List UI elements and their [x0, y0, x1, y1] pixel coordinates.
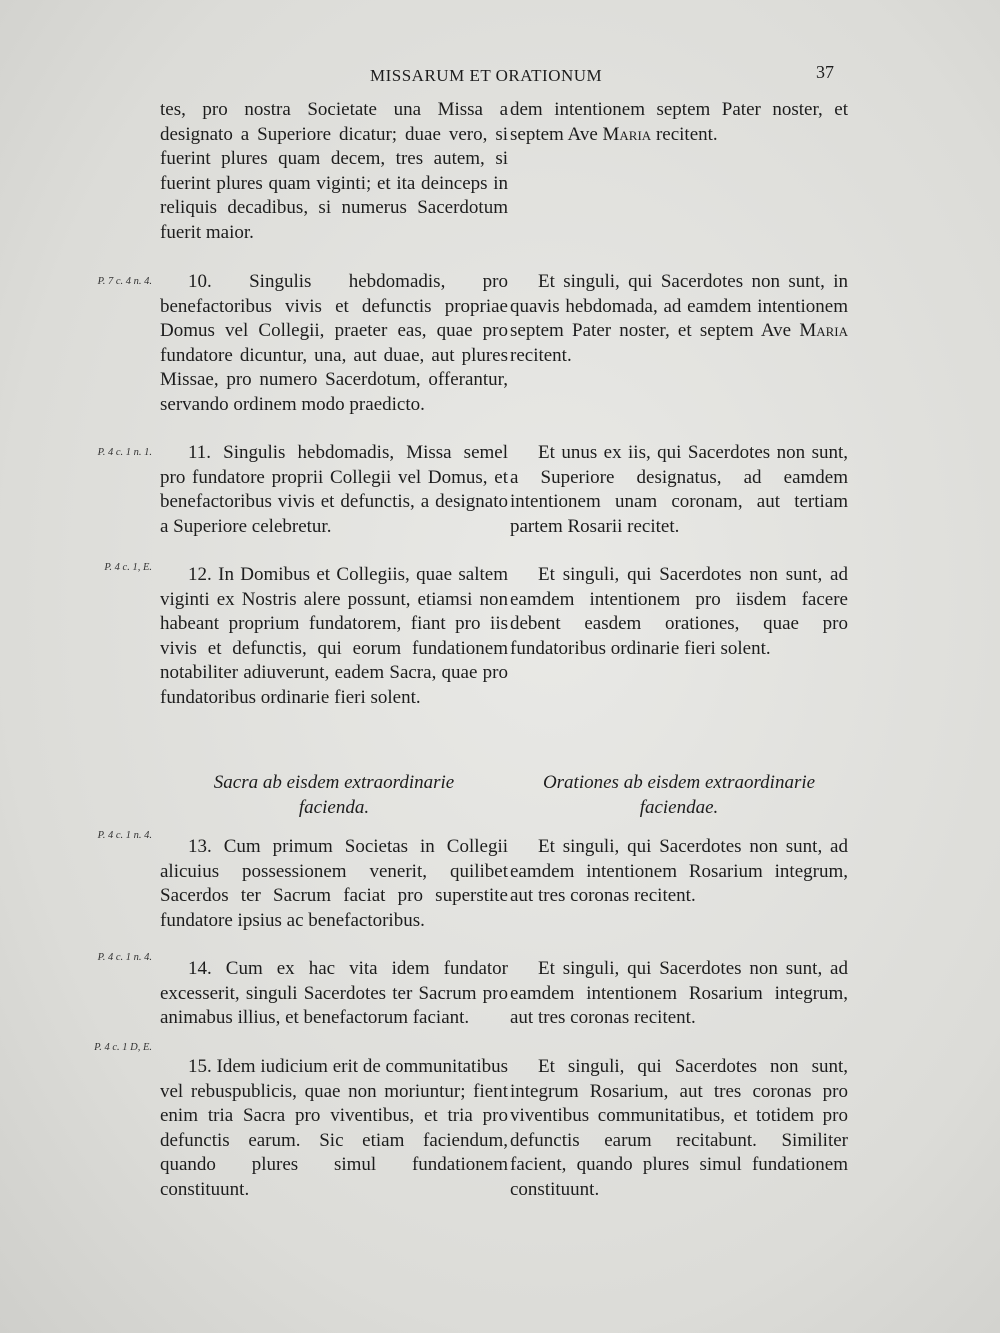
paragraph-10: 10. Singulis hebdomadis, pro benefactoribus vivis et defunctis propriae Domus vel Collegii, praeter eas, quae pro fundatore dicuntur, una, aut duae, aut plures Missae, pro numero Sacerdotum, offerantur, servando ordinem modo praedicto.: [160, 271, 508, 415]
paragraph-13: 13. Cum primum Societas in Collegii alicuius possessionem venerit, quilibet Sacerdos ter Sacrum faciat pro superstite fundatore ipsius ac benefactoribus.: [160, 836, 508, 931]
section-heading: Sacra ab eisdem extraordinarie facienda.: [213, 772, 455, 818]
margin-note: P. 4 c. 1 n. 1.: [97, 447, 152, 458]
right-column: [510, 98, 848, 1202]
prayer-12: Et singuli, qui Sacerdotes non sunt, ad eamdem intentionem pro iisdem facere debent easdem orationes, quae pro fundatoribus ordinarie fieri solent.: [510, 564, 848, 659]
prayer-13: Et singuli, qui Sacerdotes non sunt, ad eamdem intentionem Rosarium integrum, aut tres coronas recitent.: [510, 836, 848, 906]
left-column: [160, 98, 508, 1202]
paragraph-14: 14. Cum ex hac vita idem fundator excesserit, singuli Sacerdotes ter Sacrum pro animabus illius, et benefactorum faciant.: [160, 958, 508, 1028]
prayer-11: Et unus ex iis, qui Sacerdotes non sunt, a Superiore designatus, ad eamdem intentionem unam coronam, aut tertiam partem Rosarii recitet.: [510, 442, 848, 537]
prayer-10: Et singuli, qui Sacerdotes non sunt, in quavis hebdomada, ad eamdem intentionem septem Pater noster, et septem Ave Maria recitent.: [510, 271, 848, 366]
paragraph-12: 12. In Domibus et Collegiis, quae saltem viginti ex Nostris alere possunt, etiamsi non habeant proprium fundatorem, fiant pro iis vivis et defunctis, qui eorum fundationem notabiliter adiuverunt, eadem Sacra, quae pro fundatoribus ordinarie fieri solent.: [160, 564, 508, 708]
margin-note: P. 7 c. 4 n. 4.: [97, 276, 152, 287]
paragraph-15: 15. Idem iudicium erit de communitatibus vel rebuspublicis, quae non moriuntur; fient enim tria Sacra pro viventibus, et tria pro defunctis earum. Sic etiam faciendum, quando plures simul fundationem constituunt.: [160, 1056, 508, 1200]
paragraph-11: 11. Singulis hebdomadis, Missa semel pro fundatore proprii Collegii vel Domus, et benefactoribus vivis et defunctis, a designato a Superiore celebretur.: [160, 442, 508, 537]
running-title: MISSARUM ET ORATIONUM: [370, 66, 603, 85]
section-heading: Orationes ab eisdem extraordinarie faciendae.: [542, 772, 816, 818]
paragraph-continued: tes, pro nostra Societate una Missa a designato a Superiore dicatur; duae vero, si fuerint plures quam decem, tres autem, si fuerint plures quam viginti; et ita deinceps in reliquis decadibus, si numerus Sacerdotum fuerit maior.: [160, 99, 508, 243]
prayer-15: Et singuli, qui Sacerdotes non sunt, integrum Rosarium, aut tres coronas pro viventibus communitatibus, et totidem pro defunctis earum recitabunt. Similiter facient, quando plures simul fundationem constituunt.: [510, 1056, 848, 1200]
prayer-continued: dem intentionem septem Pater noster, et septem Ave Maria recitent.: [510, 99, 848, 145]
page-number: 37: [816, 62, 834, 82]
margin-note: P. 4 c. 1 n. 4.: [97, 952, 152, 963]
margin-note: P. 4 c. 1, E.: [104, 562, 152, 573]
margin-note: P. 4 c. 1 D, E.: [94, 1042, 152, 1053]
prayer-14: Et singuli, qui Sacerdotes non sunt, ad eamdem intentionem Rosarium integrum, aut tres coronas recitent.: [510, 958, 848, 1028]
margin-note: P. 4 c. 1 n. 4.: [97, 830, 152, 841]
